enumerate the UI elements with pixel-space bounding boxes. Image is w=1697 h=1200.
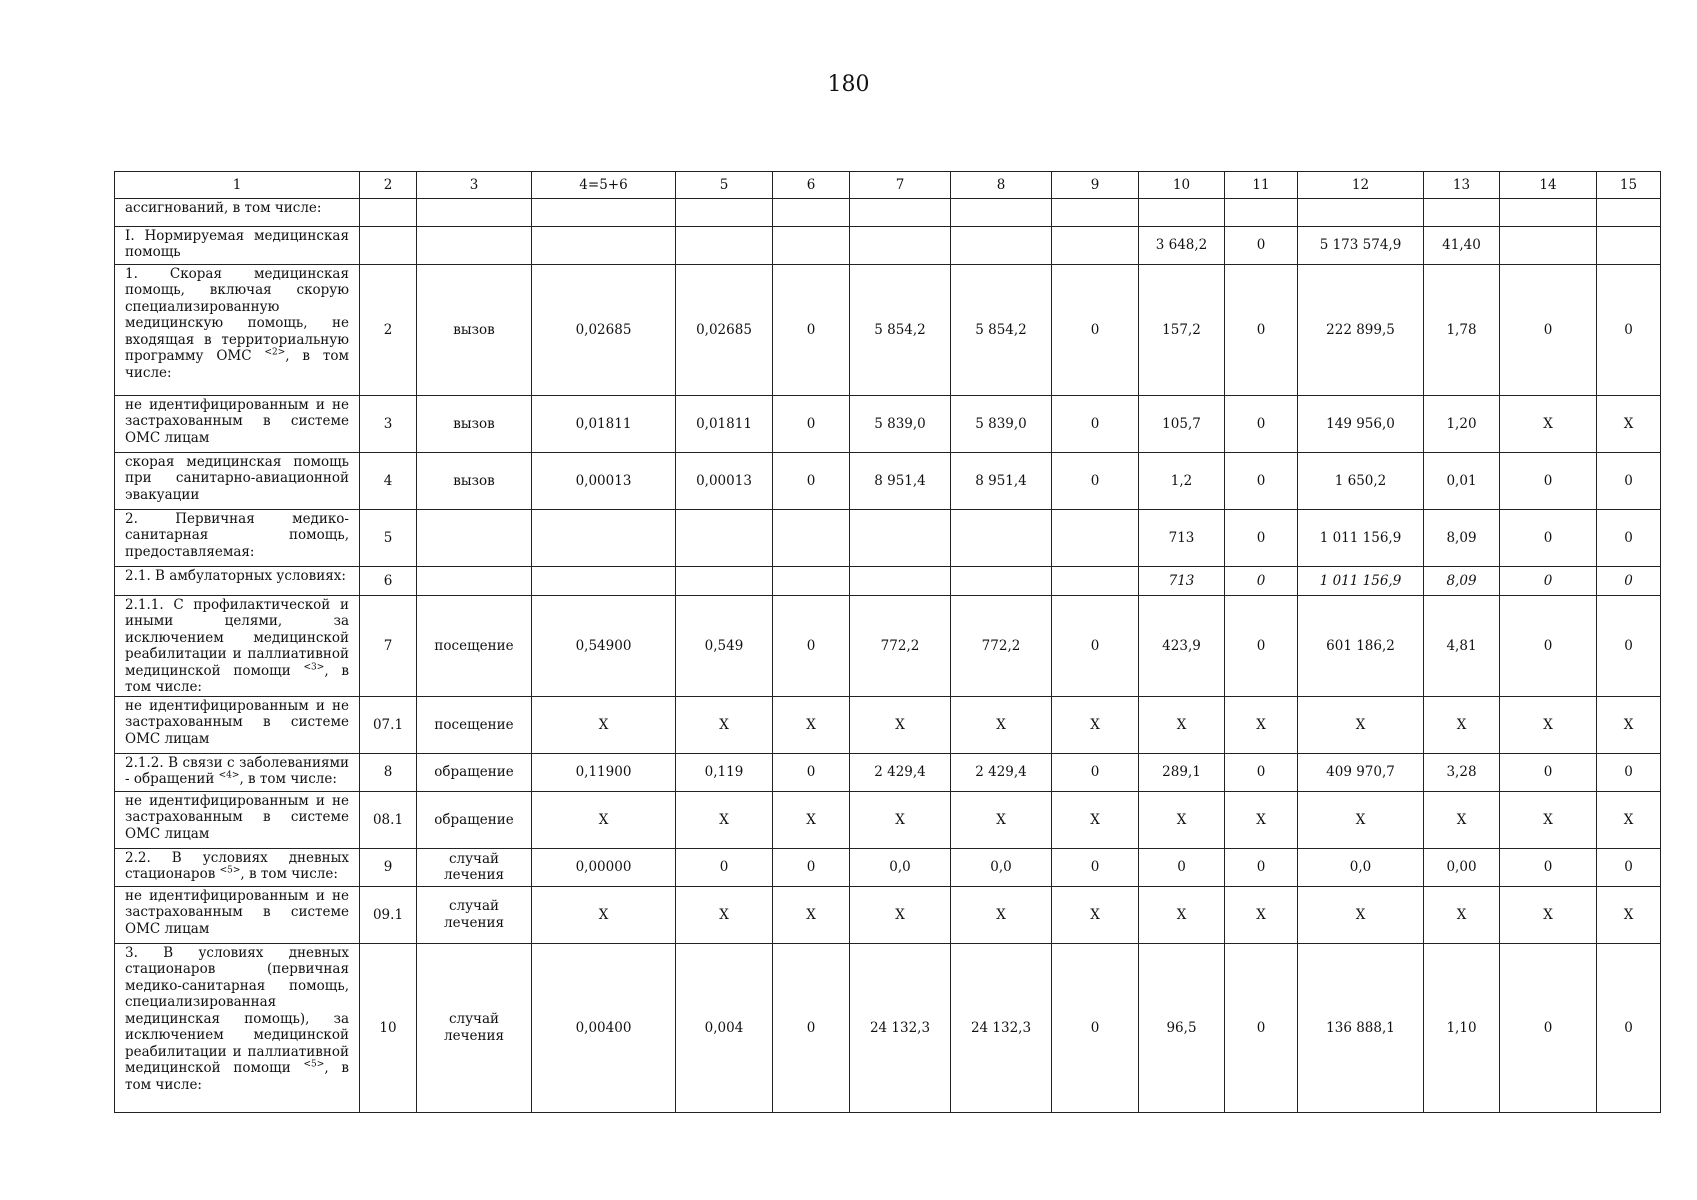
table-cell: 07.1 — [360, 696, 417, 753]
table-row — [115, 886, 1661, 943]
footnote-ref: <3> — [303, 662, 325, 673]
table-cell — [417, 510, 532, 567]
table-cell: 0 — [1052, 396, 1139, 453]
table-cell: 41,40 — [1424, 227, 1500, 265]
table-cell: 0 — [1597, 567, 1661, 596]
table-cell: X — [1225, 696, 1298, 753]
table-cell: 289,1 — [1139, 753, 1225, 791]
table-cell: 0 — [1225, 848, 1298, 886]
table-cell: 0 — [1500, 510, 1597, 567]
row-name — [115, 227, 360, 265]
table-cell: 0 — [1597, 510, 1661, 567]
row-name — [115, 886, 360, 943]
table-cell: 0,00000 — [532, 848, 676, 886]
row-name-text: 2.2. В условиях дневных стационаров — [125, 849, 349, 883]
table-cell: X — [773, 886, 850, 943]
table-cell: 0 — [1052, 596, 1139, 697]
table-cell: 0 — [1597, 265, 1661, 396]
table-cell: 0,00013 — [532, 453, 676, 510]
table-cell: X — [1424, 696, 1500, 753]
table-cell: 0,004 — [676, 943, 773, 1112]
table-cell: 5 839,0 — [951, 396, 1052, 453]
table-cell — [951, 567, 1052, 596]
column-header: 12 — [1298, 172, 1424, 199]
table-cell: 5 839,0 — [850, 396, 951, 453]
table-cell — [1139, 199, 1225, 227]
table-cell: 0 — [1597, 943, 1661, 1112]
table-cell: 0 — [773, 943, 850, 1112]
row-name — [115, 199, 360, 227]
table-cell: 0,119 — [676, 753, 773, 791]
table-cell: X — [951, 791, 1052, 848]
table-cell: 0 — [1500, 596, 1597, 697]
table-cell: случай лечения — [417, 943, 532, 1112]
column-header: 10 — [1139, 172, 1225, 199]
table-cell: вызов — [417, 453, 532, 510]
table-cell: X — [1597, 396, 1661, 453]
table-cell — [773, 199, 850, 227]
table-cell: X — [532, 791, 676, 848]
table-cell: X — [951, 696, 1052, 753]
table-cell: X — [1298, 791, 1424, 848]
column-header: 11 — [1225, 172, 1298, 199]
table-cell: 0 — [1597, 453, 1661, 510]
table-cell — [773, 227, 850, 265]
table-cell: 5 854,2 — [850, 265, 951, 396]
table-cell: 1 650,2 — [1298, 453, 1424, 510]
row-name-text: 2.1.2. В связи с заболеваниями - обращений — [125, 754, 349, 788]
table-cell: 6 — [360, 567, 417, 596]
column-header: 1 — [115, 172, 360, 199]
table-cell: 10 — [360, 943, 417, 1112]
page-number: 180 — [827, 72, 870, 97]
table-cell: 09.1 — [360, 886, 417, 943]
table-cell: X — [773, 791, 850, 848]
table-cell: X — [676, 886, 773, 943]
row-name-text: не идентифицированным и не застрахованным в системе ОМС лицам — [125, 792, 349, 842]
table-cell: X — [1139, 886, 1225, 943]
table-cell: 24 132,3 — [951, 943, 1052, 1112]
table-cell: 0 — [676, 848, 773, 886]
column-header: 3 — [417, 172, 532, 199]
row-name-text: ассигнований, в том числе: — [125, 200, 322, 216]
row-name — [115, 510, 360, 567]
table-cell: X — [951, 886, 1052, 943]
table-cell: 08.1 — [360, 791, 417, 848]
table-cell: 0,01 — [1424, 453, 1500, 510]
table-cell: 3,28 — [1424, 753, 1500, 791]
table-cell: 0 — [1225, 596, 1298, 697]
table-cell: X — [532, 886, 676, 943]
column-header: 4=5+6 — [532, 172, 676, 199]
table-cell — [1052, 227, 1139, 265]
row-name-text: не идентифицированным и не застрахованным в системе ОМС лицам — [125, 887, 349, 937]
table-cell: X — [532, 696, 676, 753]
table-cell — [1298, 199, 1424, 227]
table-cell: X — [850, 696, 951, 753]
table-cell: 1,20 — [1424, 396, 1500, 453]
table-cell: 772,2 — [850, 596, 951, 697]
table-cell — [417, 227, 532, 265]
table-cell: 0,0 — [951, 848, 1052, 886]
table-cell: X — [1052, 696, 1139, 753]
table-cell: X — [1052, 791, 1139, 848]
table-cell: 5 854,2 — [951, 265, 1052, 396]
table-cell: 0,02685 — [676, 265, 773, 396]
table-cell: 1,10 — [1424, 943, 1500, 1112]
table-row — [115, 848, 1661, 886]
table-cell: 0,02685 — [532, 265, 676, 396]
table-cell: 222 899,5 — [1298, 265, 1424, 396]
table-cell: 0 — [773, 453, 850, 510]
table-cell: 0 — [1225, 943, 1298, 1112]
column-header: 7 — [850, 172, 951, 199]
row-name-text: скорая медицинская помощь при санитарно-авиационной эвакуации — [125, 454, 349, 503]
table-cell: X — [850, 886, 951, 943]
table-cell — [1052, 567, 1139, 596]
table-cell: 0 — [1225, 265, 1298, 396]
table-cell — [1500, 227, 1597, 265]
table-cell: 0 — [1225, 396, 1298, 453]
table-cell: 0 — [1500, 567, 1597, 596]
table-cell: 157,2 — [1139, 265, 1225, 396]
row-name-suffix: , в том числе: — [125, 1060, 349, 1093]
table-cell: X — [1500, 791, 1597, 848]
table-cell: X — [1052, 886, 1139, 943]
table-cell: X — [1500, 696, 1597, 753]
row-name-suffix: , в том числе: — [125, 662, 349, 696]
table-cell: 0,11900 — [532, 753, 676, 791]
table-cell: 0 — [1052, 848, 1139, 886]
table-cell: X — [1298, 886, 1424, 943]
table-cell — [676, 199, 773, 227]
table-cell: 0 — [1500, 753, 1597, 791]
table-row — [115, 396, 1661, 453]
table-cell — [951, 510, 1052, 567]
table-cell: X — [1597, 791, 1661, 848]
footnote-ref: <2> — [264, 347, 286, 358]
table-cell — [676, 510, 773, 567]
table-cell: X — [773, 696, 850, 753]
table-cell: 149 956,0 — [1298, 396, 1424, 453]
row-name-suffix: , в том числе: — [240, 866, 338, 883]
table-cell: X — [1298, 696, 1424, 753]
row-name-text: 2.1. В амбулаторных условиях: — [125, 568, 346, 584]
row-name — [115, 567, 360, 596]
table-cell: X — [850, 791, 951, 848]
table-cell: 601 186,2 — [1298, 596, 1424, 697]
row-name — [115, 396, 360, 453]
column-header: 13 — [1424, 172, 1500, 199]
table-cell: 1,2 — [1139, 453, 1225, 510]
row-name-text: 1. Скорая медицинская помощь, включая скорую специализированную медицинскую помощь, не входящая в территориальную программу ОМС — [125, 266, 349, 365]
table-cell: 0 — [1139, 848, 1225, 886]
table-cell: 0 — [1500, 265, 1597, 396]
table-cell: 4,81 — [1424, 596, 1500, 697]
table-cell — [360, 199, 417, 227]
table-cell: 0 — [1597, 848, 1661, 886]
row-name — [115, 696, 360, 753]
table-cell: 8,09 — [1424, 510, 1500, 567]
table-cell: X — [1500, 886, 1597, 943]
table-cell: 105,7 — [1139, 396, 1225, 453]
table-cell: 0 — [1225, 453, 1298, 510]
table-cell: X — [1597, 886, 1661, 943]
table-cell: 409 970,7 — [1298, 753, 1424, 791]
table-cell — [1597, 227, 1661, 265]
column-header: 6 — [773, 172, 850, 199]
row-name — [115, 453, 360, 510]
table-row — [115, 567, 1661, 596]
table-row — [115, 943, 1661, 1112]
table-cell: обращение — [417, 753, 532, 791]
column-header: 9 — [1052, 172, 1139, 199]
table-cell — [1052, 510, 1139, 567]
table-cell: 4 — [360, 453, 417, 510]
table-cell — [1052, 199, 1139, 227]
table-cell: X — [676, 791, 773, 848]
footnote-ref: <5> — [303, 1059, 325, 1070]
table-cell: 0 — [1225, 227, 1298, 265]
row-name — [115, 596, 360, 697]
table-cell: 0 — [1500, 943, 1597, 1112]
table-cell: X — [1225, 886, 1298, 943]
row-name-text: не идентифицированным и не застрахованным в системе ОМС лицам — [125, 697, 349, 747]
table-cell: 0,549 — [676, 596, 773, 697]
table-cell: 1 011 156,9 — [1298, 510, 1424, 567]
table-cell: 0 — [1052, 265, 1139, 396]
table-cell — [951, 227, 1052, 265]
table-cell: 9 — [360, 848, 417, 886]
table-cell — [532, 227, 676, 265]
column-header: 8 — [951, 172, 1052, 199]
table-cell: 8 — [360, 753, 417, 791]
table-cell — [773, 510, 850, 567]
table-cell: 713 — [1139, 510, 1225, 567]
row-name — [115, 791, 360, 848]
table-cell: 0 — [1597, 596, 1661, 697]
column-header: 2 — [360, 172, 417, 199]
table-cell: 2 429,4 — [850, 753, 951, 791]
table-row — [115, 696, 1661, 753]
column-header: 14 — [1500, 172, 1597, 199]
table-cell: 0,0 — [850, 848, 951, 886]
table-cell — [676, 227, 773, 265]
table-cell — [850, 567, 951, 596]
table-cell — [532, 567, 676, 596]
table-cell: 5 173 574,9 — [1298, 227, 1424, 265]
table-cell — [417, 199, 532, 227]
table-cell: 8 951,4 — [951, 453, 1052, 510]
table-cell — [951, 199, 1052, 227]
table-cell: 8 951,4 — [850, 453, 951, 510]
table-cell: 713 — [1139, 567, 1225, 596]
table-cell: обращение — [417, 791, 532, 848]
table-cell: 1,78 — [1424, 265, 1500, 396]
table-cell: X — [1500, 396, 1597, 453]
table-cell: посещение — [417, 696, 532, 753]
table-cell — [1597, 199, 1661, 227]
table-cell: 0 — [1225, 753, 1298, 791]
table-cell: 0 — [1052, 753, 1139, 791]
row-name-text: 2.1.1. С профилактической и иными целями, за исключением медицинской реабилитации и паллиативной медицинской помощи — [125, 597, 349, 679]
table-cell — [850, 199, 951, 227]
table-cell: X — [676, 696, 773, 753]
table-row — [115, 227, 1661, 265]
table-row — [115, 199, 1661, 227]
row-name — [115, 848, 360, 886]
table-cell: 3 — [360, 396, 417, 453]
row-name-suffix: , в том числе: — [125, 348, 349, 381]
table-cell: 0,01811 — [532, 396, 676, 453]
table-row — [115, 791, 1661, 848]
header-row — [115, 172, 1661, 199]
table-cell: X — [1424, 791, 1500, 848]
table-cell: 0 — [1500, 453, 1597, 510]
table-cell: 772,2 — [951, 596, 1052, 697]
table-cell: 96,5 — [1139, 943, 1225, 1112]
table-cell — [360, 227, 417, 265]
table-row — [115, 265, 1661, 396]
table-cell: 423,9 — [1139, 596, 1225, 697]
table-cell: 0 — [773, 596, 850, 697]
table-cell: 0 — [773, 265, 850, 396]
table-cell — [850, 510, 951, 567]
table-cell: случай лечения — [417, 886, 532, 943]
table-cell: вызов — [417, 265, 532, 396]
table-cell: 0 — [1500, 848, 1597, 886]
table-row — [115, 753, 1661, 791]
table-cell: 2 — [360, 265, 417, 396]
row-name — [115, 265, 360, 396]
table-cell — [676, 567, 773, 596]
column-header: 5 — [676, 172, 773, 199]
table-cell: 0,0 — [1298, 848, 1424, 886]
table-cell: 0,01811 — [676, 396, 773, 453]
table-cell: X — [1139, 696, 1225, 753]
footnote-ref: <4> — [218, 770, 240, 781]
table-cell: 136 888,1 — [1298, 943, 1424, 1112]
table-cell — [1500, 199, 1597, 227]
row-name — [115, 753, 360, 791]
table-cell: 0 — [1052, 453, 1139, 510]
footnote-ref: <5> — [219, 865, 241, 876]
table-cell — [1424, 199, 1500, 227]
table-cell: 0 — [1225, 510, 1298, 567]
table-cell: X — [1225, 791, 1298, 848]
table-cell: 2 429,4 — [951, 753, 1052, 791]
table-cell: 0 — [1052, 943, 1139, 1112]
row-name-text: I. Нормируемая медицинская помощь — [125, 228, 349, 261]
table-cell: вызов — [417, 396, 532, 453]
table-cell: 0 — [773, 848, 850, 886]
table-cell: X — [1139, 791, 1225, 848]
table-cell: 1 011 156,9 — [1298, 567, 1424, 596]
table-row — [115, 510, 1661, 567]
table-cell — [532, 510, 676, 567]
table-cell: 5 — [360, 510, 417, 567]
table-cell — [773, 567, 850, 596]
column-header: 15 — [1597, 172, 1661, 199]
table-cell: случай лечения — [417, 848, 532, 886]
row-name — [115, 943, 360, 1112]
table-cell — [1225, 199, 1298, 227]
table-cell: X — [1597, 696, 1661, 753]
table-row — [115, 596, 1661, 697]
table-cell — [850, 227, 951, 265]
table-cell — [417, 567, 532, 596]
table-cell: 0,00400 — [532, 943, 676, 1112]
table-cell: 0 — [1597, 753, 1661, 791]
row-name-text: 2. Первичная медико-санитарная помощь, предоставляемая: — [125, 511, 349, 560]
table-cell: 3 648,2 — [1139, 227, 1225, 265]
table-cell — [532, 199, 676, 227]
table-row — [115, 453, 1661, 510]
table-cell: 24 132,3 — [850, 943, 951, 1112]
row-name-suffix: , в том числе: — [239, 771, 337, 788]
table-cell: 8,09 — [1424, 567, 1500, 596]
table-cell: 7 — [360, 596, 417, 697]
table-cell: посещение — [417, 596, 532, 697]
table-cell: 0,54900 — [532, 596, 676, 697]
row-name-text: не идентифицированным и не застрахованным в системе ОМС лицам — [125, 397, 349, 446]
table-cell: 0 — [773, 753, 850, 791]
table-cell: X — [1424, 886, 1500, 943]
table-cell: 0 — [1225, 567, 1298, 596]
table-cell: 0,00013 — [676, 453, 773, 510]
table-cell: 0,00 — [1424, 848, 1500, 886]
financing-table — [114, 171, 1661, 1113]
table-cell: 0 — [773, 396, 850, 453]
row-name-text: 3. В условиях дневных стационаров (первичная медико-санитарная помощь, специализированная медицинская помощь), за исключением медицинской реабилитации и паллиативной медицинской помощи — [125, 944, 349, 1077]
